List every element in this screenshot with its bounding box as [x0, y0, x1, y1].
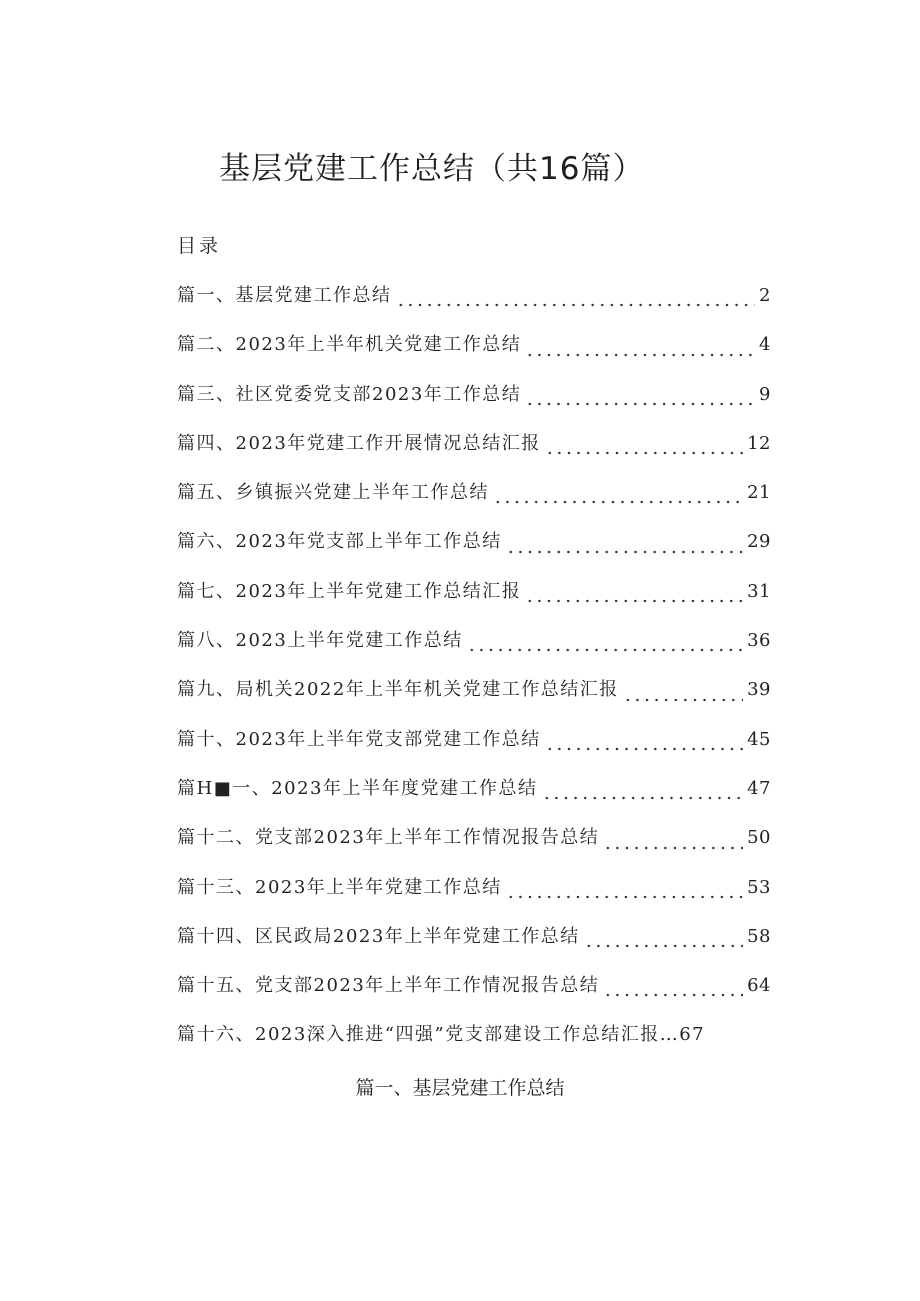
table-of-contents	[177, 282, 771, 1071]
toc-dot-leader	[525, 402, 755, 406]
toc-dot-leader	[603, 846, 743, 850]
toc-entry-title: 篇七、2023年上半年党建工作总结汇报	[177, 580, 522, 602]
toc-entry-title: 篇十四、区民政局2023年上半年党建工作总结	[177, 925, 580, 947]
toc-entry-title: 篇H■一、2023年上半年度党建工作总结	[177, 777, 538, 799]
toc-entry-title: 篇五、乡镇振兴党建上半年工作总结	[177, 482, 489, 504]
toc-entry[interactable]	[177, 282, 771, 331]
toc-entry-page-number: 29	[747, 531, 771, 553]
toc-entry-title: 篇三、社区党委党支部2023年工作总结	[177, 383, 522, 405]
toc-entry-page-number: 64	[747, 975, 771, 997]
toc-entry-page-number: 53	[747, 876, 771, 898]
toc-dot-leader	[584, 944, 743, 948]
toc-entry[interactable]	[177, 479, 771, 528]
toc-entry-page-number: 21	[747, 482, 771, 504]
toc-dot-leader	[623, 698, 743, 702]
toc-entry[interactable]	[177, 331, 771, 380]
toc-dot-leader	[467, 648, 743, 652]
toc-entry-title: 篇六、2023年党支部上半年工作总结	[177, 531, 502, 553]
toc-entry[interactable]	[177, 430, 771, 479]
toc-entry-title: 篇十二、党支部2023年上半年工作情况报告总结	[177, 827, 600, 849]
toc-entry-page-number: 31	[747, 580, 771, 602]
toc-dot-leader	[493, 500, 743, 504]
toc-entry-page-number: 39	[747, 679, 771, 701]
toc-entry[interactable]	[177, 1021, 771, 1070]
toc-entry-page-number: 47	[747, 777, 771, 799]
section-heading: 篇一、基层党建工作总结	[355, 1077, 565, 1099]
toc-entry-title: 篇十、2023年上半年党支部党建工作总结	[177, 728, 541, 750]
toc-entry-page-number: 58	[747, 925, 771, 947]
toc-entry[interactable]	[177, 923, 771, 972]
toc-entry[interactable]	[177, 874, 771, 923]
toc-entry[interactable]	[177, 578, 771, 627]
toc-dot-leader	[545, 747, 743, 751]
toc-entry-page-number: 4	[759, 334, 771, 356]
toc-heading: 目录	[177, 235, 222, 257]
toc-dot-leader	[396, 303, 756, 307]
toc-entry-page-number: 12	[747, 432, 771, 454]
toc-dot-leader	[545, 451, 743, 455]
toc-entry-title: 篇十三、2023年上半年党建工作总结	[177, 876, 502, 898]
toc-entry-title: 篇八、2023上半年党建工作总结	[177, 630, 463, 652]
toc-entry-title: 篇四、2023年党建工作开展情况总结汇报	[177, 432, 541, 454]
toc-entry-title: 篇一、基层党建工作总结	[177, 285, 392, 306]
toc-dot-leader	[506, 895, 743, 899]
toc-entry-page-number: 9	[759, 383, 771, 405]
toc-dot-leader	[525, 353, 755, 357]
toc-entry[interactable]	[177, 676, 771, 725]
toc-dot-leader	[542, 796, 744, 800]
toc-entry[interactable]	[177, 972, 771, 1021]
toc-entry-page-number: 45	[747, 728, 771, 750]
toc-entry-title: 篇二、2023年上半年机关党建工作总结	[177, 334, 522, 356]
toc-entry-page-number: 50	[747, 827, 771, 849]
toc-dot-leader	[525, 599, 743, 603]
toc-entry[interactable]	[177, 627, 771, 676]
document-title: 基层党建工作总结（共16篇）	[219, 151, 645, 187]
toc-entry[interactable]	[177, 824, 771, 873]
toc-entry[interactable]	[177, 381, 771, 430]
toc-entry-title: 篇十五、党支部2023年上半年工作情况报告总结	[177, 975, 600, 997]
toc-entry[interactable]	[177, 726, 771, 775]
toc-entry[interactable]	[177, 528, 771, 577]
toc-entry[interactable]	[177, 775, 771, 824]
toc-entry-title: 篇九、局机关2022年上半年机关党建工作总结汇报	[177, 679, 619, 701]
toc-dot-leader	[603, 993, 743, 997]
toc-entry-page-number: 2	[759, 285, 771, 306]
toc-entry-title: 篇十六、2023深入推进“四强”党支部建设工作总结汇报…67	[177, 1024, 706, 1046]
toc-entry-page-number: 36	[747, 630, 771, 652]
toc-dot-leader	[506, 550, 743, 554]
